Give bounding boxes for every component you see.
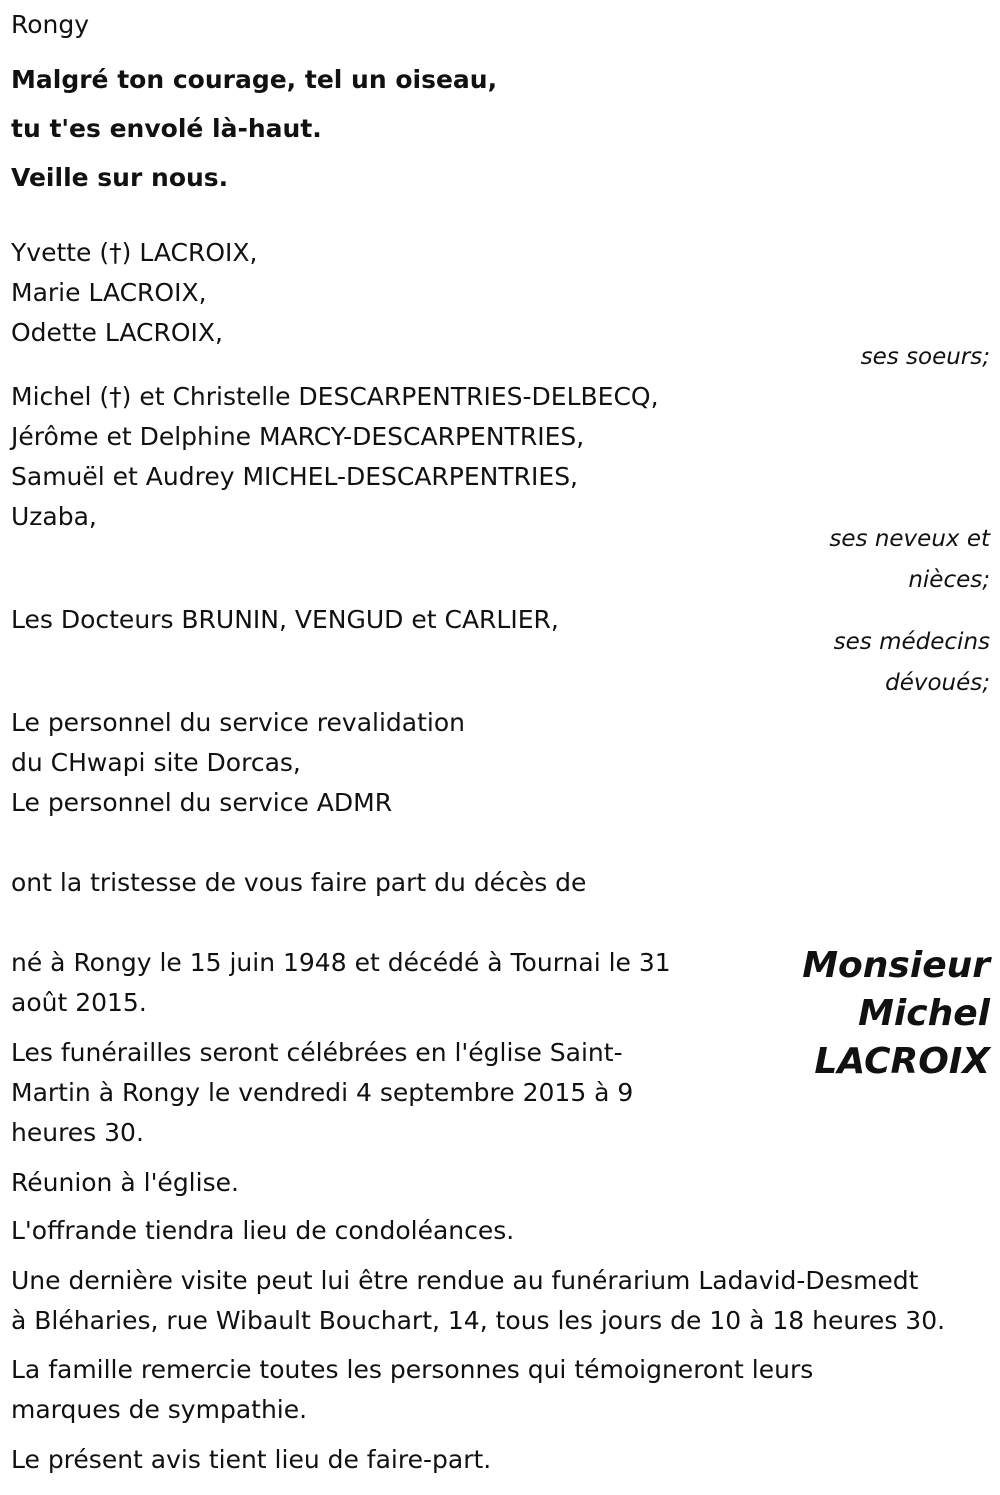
thanks-info	[11, 1350, 813, 1430]
doctors-relation	[834, 622, 990, 704]
text-line: marques de sympathie.	[11, 1395, 308, 1424]
location: Rongy	[11, 10, 90, 39]
doctor-names: Les Docteurs BRUNIN, VENGUD et CARLIER,	[11, 605, 559, 634]
poem-line: Veille sur nous.	[11, 163, 229, 192]
poem-line: tu t'es envolé là-haut.	[11, 114, 322, 143]
family-member: Yvette (†) LACROIX,	[11, 238, 258, 267]
family-member: Marie LACROIX,	[11, 278, 207, 307]
staff-line: Le personnel du service revalidation	[11, 708, 465, 737]
deceased-title: Monsieur	[802, 945, 990, 986]
text-line: La famille remercie toutes les personnes qui témoigneront leurs	[11, 1355, 814, 1384]
staff-list	[11, 703, 465, 823]
sisters-list	[11, 233, 257, 353]
meeting-info: Réunion à l'église.	[11, 1168, 239, 1197]
announcement: ont la tristesse de vous faire part du décès de	[11, 868, 587, 897]
nephews-list	[11, 377, 659, 537]
offering-info: L'offrande tiendra lieu de condoléances.	[11, 1216, 515, 1245]
family-member: Samuël et Audrey MICHEL-DESCARPENTRIES,	[11, 462, 579, 491]
text-line: Martin à Rongy le vendredi 4 septembre 2015 à 9	[11, 1078, 634, 1107]
text-line: à Bléharies, rue Wibault Bouchart, 14, tous les jours de 10 à 18 heures 30.	[11, 1306, 946, 1335]
deceased-last-name: LACROIX	[814, 1041, 990, 1082]
relation-line: ses neveux et	[829, 526, 990, 552]
visit-info	[11, 1261, 945, 1341]
text-line: Une dernière visite peut lui être rendue au funérarium Ladavid-Desmedt	[11, 1266, 919, 1295]
staff-line: Le personnel du service ADMR	[11, 788, 393, 817]
family-member: Michel (†) et Christelle DESCARPENTRIES-DELBECQ,	[11, 382, 659, 411]
notice: Le présent avis tient lieu de faire-part.	[11, 1445, 492, 1474]
text-line: Les funérailles seront célébrées en l'église Saint-	[11, 1038, 623, 1067]
doctors-list	[11, 600, 559, 640]
relation-line: dévoués;	[885, 670, 990, 696]
poem-line: Malgré ton courage, tel un oiseau,	[11, 65, 498, 94]
deceased-first-name: Michel	[858, 993, 990, 1034]
nephews-relation	[829, 519, 990, 601]
deceased-name	[730, 942, 990, 1086]
family-member: Uzaba,	[11, 502, 97, 531]
text-line: août 2015.	[11, 988, 147, 1017]
relation-line: nièces;	[908, 567, 990, 593]
birth-death	[11, 943, 671, 1023]
funeral-info	[11, 1033, 633, 1153]
text-line: heures 30.	[11, 1118, 144, 1147]
sisters-relation: ses soeurs;	[860, 344, 990, 370]
text-line: né à Rongy le 15 juin 1948 et décédé à Tournai le 31	[11, 948, 671, 977]
staff-line: du CHwapi site Dorcas,	[11, 748, 301, 777]
poem	[11, 55, 497, 202]
relation-line: ses médecins	[833, 629, 990, 655]
family-member: Odette LACROIX,	[11, 318, 223, 347]
family-member: Jérôme et Delphine MARCY-DESCARPENTRIES,	[11, 422, 585, 451]
